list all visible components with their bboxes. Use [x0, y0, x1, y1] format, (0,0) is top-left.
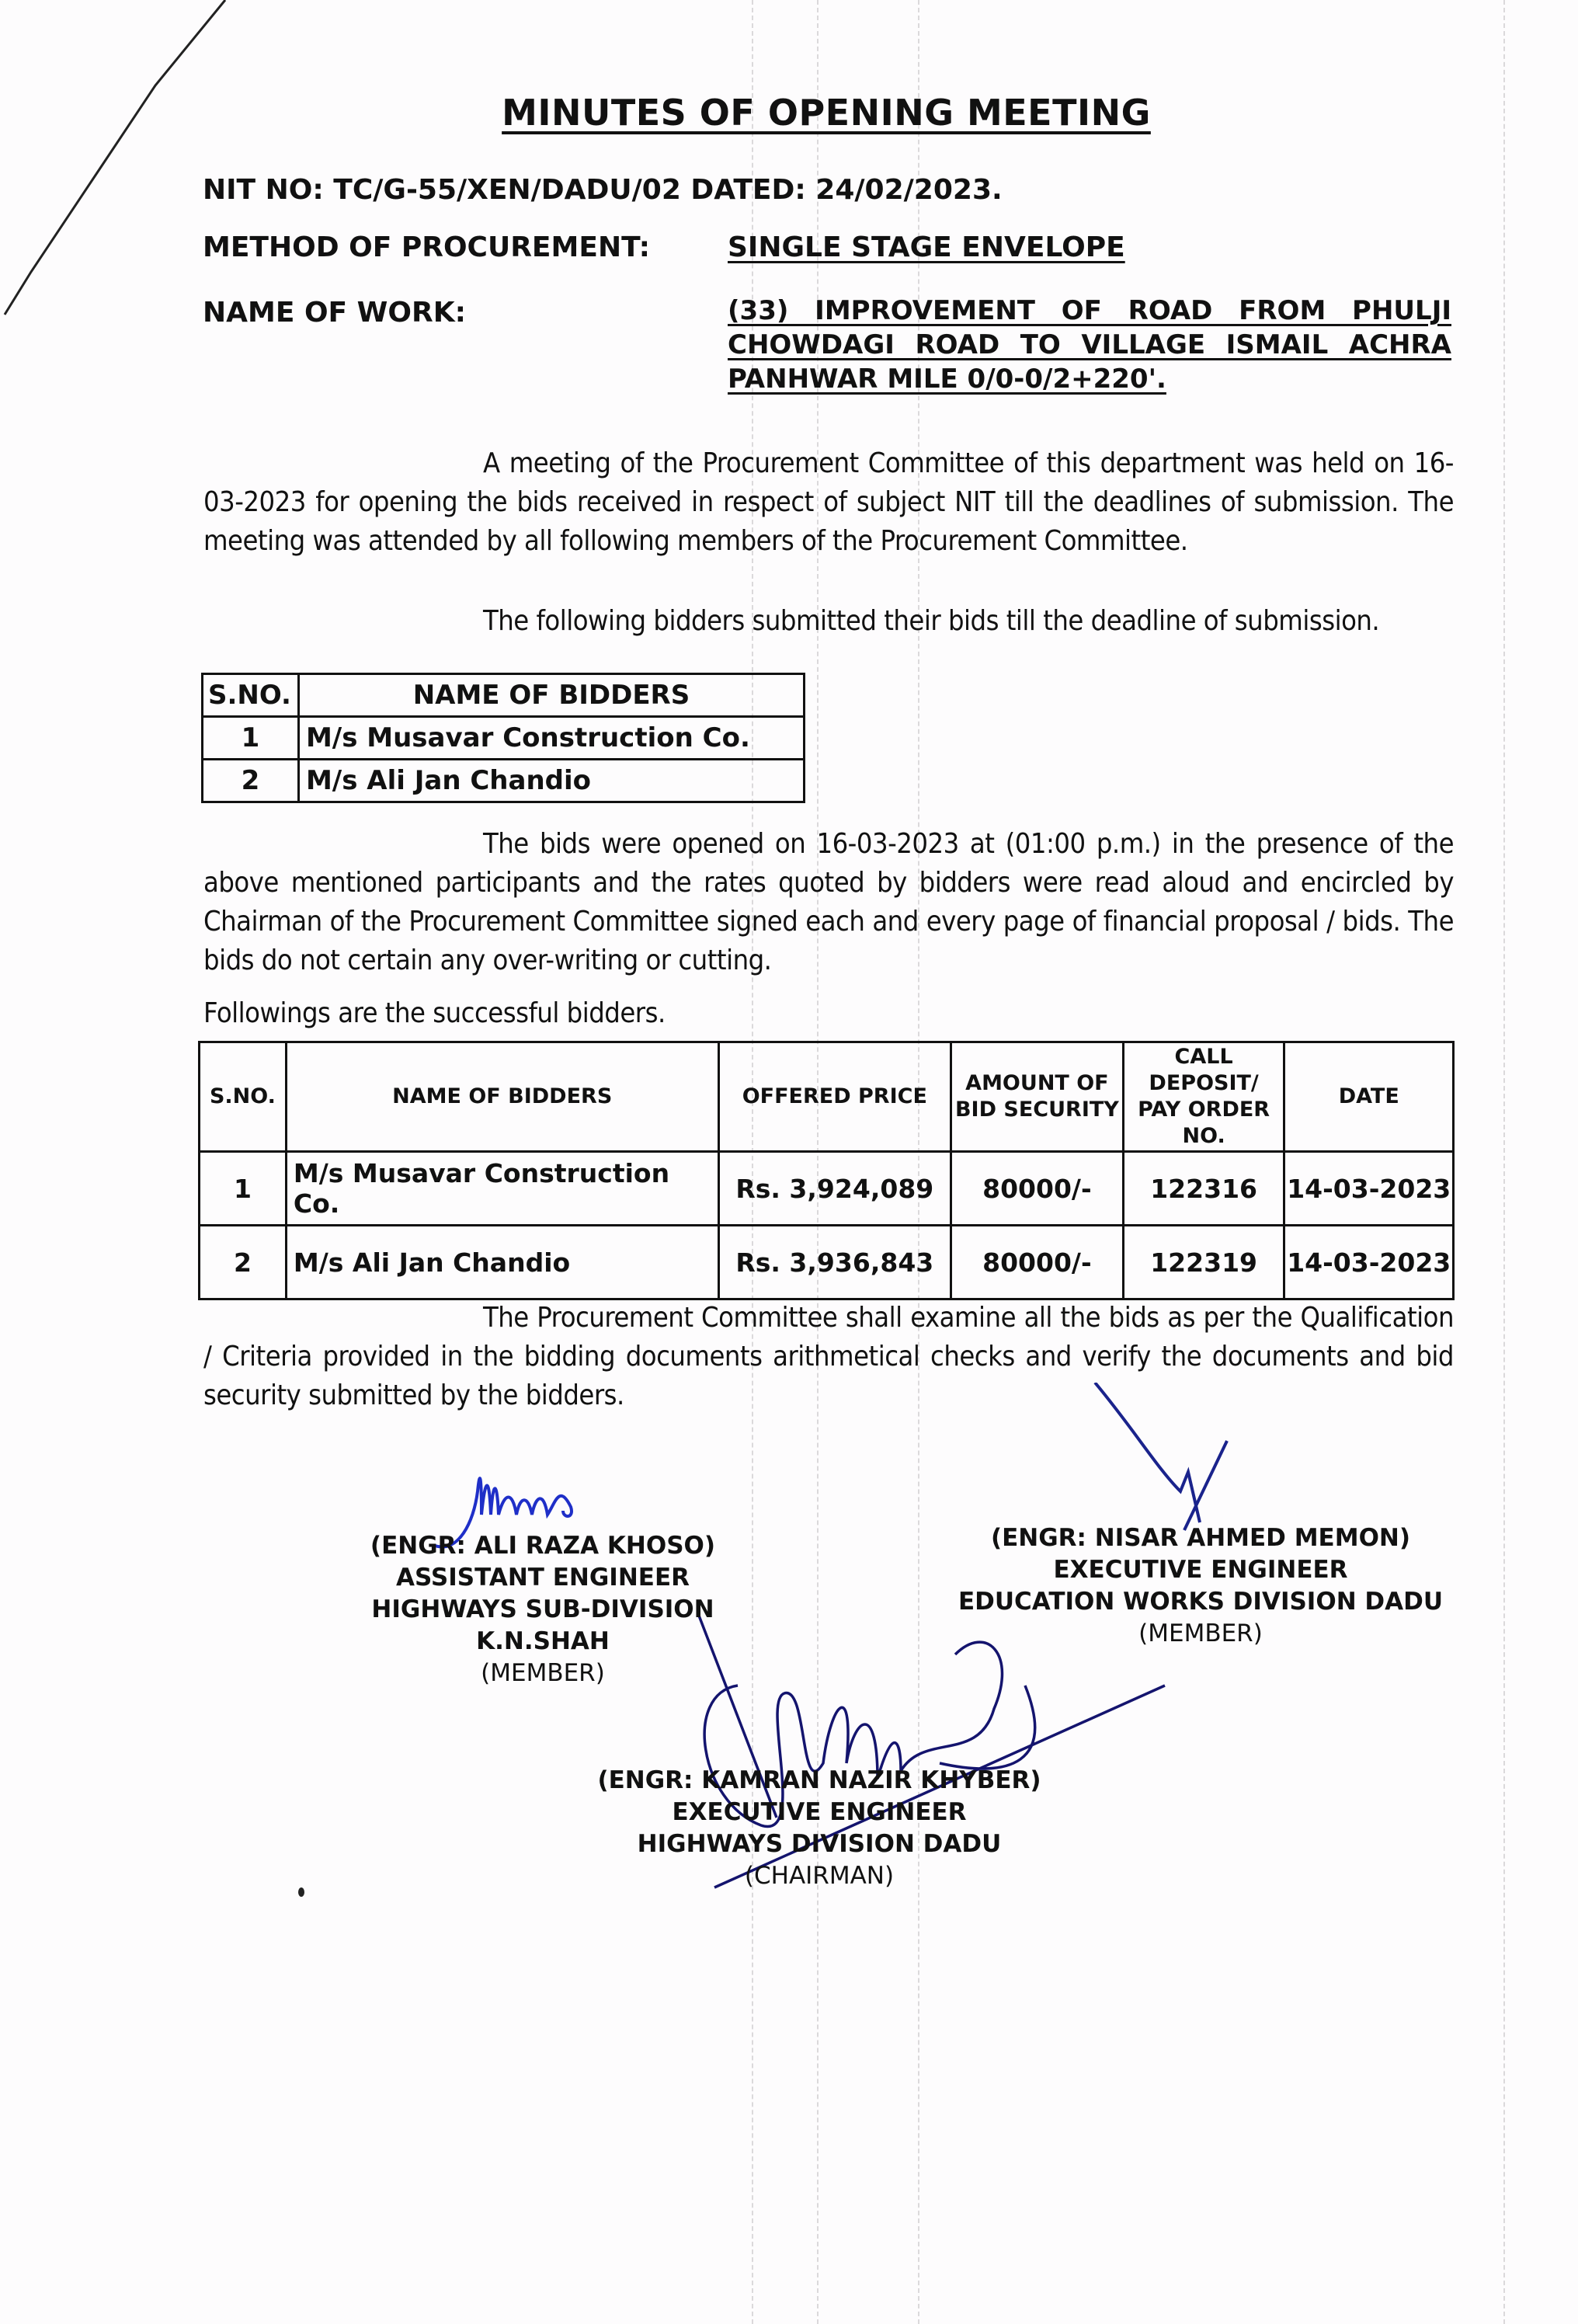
cell-pay-order: 122319: [1123, 1226, 1284, 1299]
cell-sno: 2: [200, 1226, 287, 1299]
signatory-office: HIGHWAYS DIVISION DADU: [637, 1830, 1002, 1858]
work-label: NAME OF WORK:: [203, 297, 466, 329]
column-header-sno: S.NO.: [200, 1042, 287, 1152]
cell-date: 14-03-2023: [1284, 1152, 1454, 1226]
successful-intro-paragraph: Followings are the successful bidders.: [203, 997, 666, 1029]
work-line-2: CHOWDAGI ROAD TO VILLAGE ISMAIL ACHRA: [728, 329, 1451, 360]
signatory-role: (CHAIRMAN): [744, 1862, 895, 1890]
examination-paragraph: The Procurement Committee shall examine all the bids as per the Qualification / Criteria provided in the bidding documents arithmetical checks and verify the documents and bid security submitted by the bidders.: [203, 1302, 1454, 1411]
work-line-1: (33) IMPROVEMENT OF ROAD FROM PHULJI: [728, 295, 1451, 326]
signatory-right: [944, 1522, 1457, 1650]
cell-sno: 1: [200, 1152, 287, 1226]
signatory-designation: EXECUTIVE ENGINEER: [672, 1798, 967, 1826]
table-row: [203, 760, 805, 802]
paper-fold-line: [1503, 0, 1505, 2324]
signatory-designation: ASSISTANT ENGINEER: [396, 1564, 690, 1592]
cell-pay-order: 122316: [1123, 1152, 1284, 1226]
work-line-3: PANHWAR MILE 0/0-0/2+220'.: [728, 364, 1166, 395]
column-header-bid-security: AMOUNT OF BID SECURITY: [951, 1042, 1124, 1152]
signatory-name: (ENGR: ALI RAZA KHOSO): [370, 1532, 716, 1560]
signatory-left: [310, 1530, 776, 1689]
cell-date: 14-03-2023: [1284, 1226, 1454, 1299]
cell-bid-security: 80000/-: [951, 1226, 1124, 1299]
ink-dot: [298, 1887, 304, 1897]
signatory-office: HIGHWAYS SUB-DIVISION K.N.SHAH: [371, 1595, 714, 1655]
bidders-intro-paragraph: The following bidders submitted their bids till the deadline of submission.: [483, 605, 1380, 637]
cell-bidder-name: M/s Ali Jan Chandio: [286, 1226, 718, 1299]
meeting-paragraph: A meeting of the Procurement Committee of this department was held on 16-03-2023 for opening the bids received in respect of subject NIT till the deadlines of submission. The meeting was attended by all following members of the Procurement Committee.: [203, 447, 1454, 557]
cell-offered-price: Rs. 3,936,843: [718, 1226, 951, 1299]
pen-stroke-mark: [0, 0, 249, 326]
method-label: METHOD OF PROCUREMENT:: [203, 231, 651, 263]
table-header-row: [203, 674, 805, 717]
column-header-date: DATE: [1284, 1042, 1454, 1152]
document-title: MINUTES OF OPENING MEETING: [502, 92, 1151, 134]
method-value: SINGLE STAGE ENVELOPE: [728, 231, 1125, 263]
column-header-pay-order: CALL DEPOSIT/ PAY ORDER NO.: [1123, 1042, 1284, 1152]
cell-offered-price: Rs. 3,924,089: [718, 1152, 951, 1226]
cell-bidder-name: M/s Ali Jan Chandio: [298, 760, 804, 802]
cell-bid-security: 80000/-: [951, 1152, 1124, 1226]
successful-bidders-table: [198, 1041, 1455, 1300]
column-header-name: NAME OF BIDDERS: [298, 674, 804, 717]
cell-bidder-name: M/s Musavar Construction Co.: [286, 1152, 718, 1226]
signatory-office: EDUCATION WORKS DIVISION DADU: [958, 1588, 1444, 1616]
cell-sno: 1: [203, 717, 299, 760]
column-header-sno: S.NO.: [203, 674, 299, 717]
column-header-name: NAME OF BIDDERS: [286, 1042, 718, 1152]
opening-paragraph: The bids were opened on 16-03-2023 at (01:00 p.m.) in the presence of the above mentioned participants and the rates quoted by bidders were read aloud and encircled by Chairman of the Procurement Committee signed each and every page of financial proposal / bids. The bids do not certain any over-writing or cutting.: [203, 828, 1454, 976]
signatory-chairman: [586, 1765, 1052, 1892]
signatory-designation: EXECUTIVE ENGINEER: [1053, 1556, 1348, 1584]
column-header-offered-price: OFFERED PRICE: [718, 1042, 951, 1152]
table-row: [200, 1226, 1454, 1299]
cell-bidder-name: M/s Musavar Construction Co.: [298, 717, 804, 760]
bidders-table: [201, 673, 805, 803]
signatory-name: (ENGR: NISAR AHMED MEMON): [990, 1524, 1411, 1552]
signatory-role: (MEMBER): [1138, 1619, 1263, 1647]
table-row: [200, 1152, 1454, 1226]
work-value: [728, 294, 1451, 396]
table-row: [203, 717, 805, 760]
signatory-role: (MEMBER): [481, 1659, 605, 1687]
nit-line: NIT NO: TC/G-55/XEN/DADU/02 DATED: 24/02/2023.: [203, 174, 1003, 206]
signatory-name: (ENGR: KAMRAN NAZIR KHYBER): [597, 1766, 1041, 1794]
cell-sno: 2: [203, 760, 299, 802]
table-header-row: [200, 1042, 1454, 1152]
